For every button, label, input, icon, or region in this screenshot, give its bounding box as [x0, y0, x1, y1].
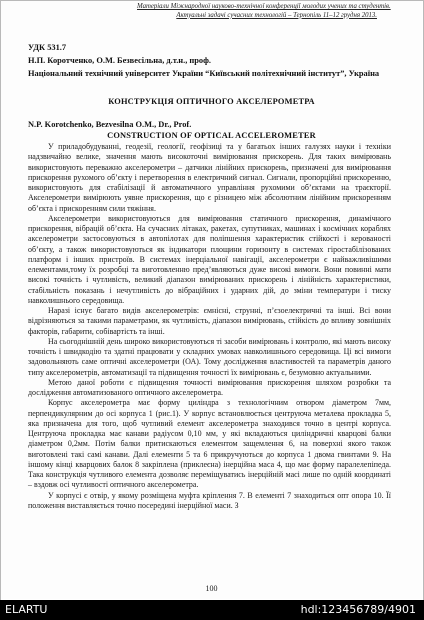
header-line-1: Матеріали Міжнародної науково-технічної конференції молодих учених та студентів. [137, 3, 391, 10]
institution-ua: Національний технічний університет України “Київський політехнічний інститут”, Україна [28, 69, 380, 78]
conference-header [137, 3, 391, 20]
udk-code: УДК 531.7 [28, 43, 67, 52]
authors-ua: Н.П. Коротченко, О.М. Безвесільна, д.т.н., проф. [28, 56, 211, 65]
article-body [28, 142, 391, 511]
handle-link[interactable]: hdl:123456789/4901 [300, 603, 416, 616]
page-number: 100 [205, 584, 218, 593]
paragraph-7: У корпусі є отвір, у якому розміщена муфта кріплення 7. В елементі 7 знаходиться опт опора 10. Її положення виставляється точно посередині інерційної маси. З [28, 490, 391, 510]
document-page [1, 1, 422, 599]
paragraph-6: Корпус акселерометра має форму циліндра з технологічним отвором діаметром 7мм, перпендикулярним до осі корпуса 1 (рис.1). У корпус встановлюється центруюча металева прокладка 5, яка призначена для того, щоб чутливий елемент акселерометра знаходився точно в центрі корпуса. Центруюча прокладка має канави радіусом 0,10 мм, у які вкладаються циліндричні кварцові балки діаметром 0,2мм. Потім балки притискаються елементом защемлення 6, на поверхні якого також виготовлені такі самі канави. Далі елементи 5 та 6 прикручуються до корпуса 1 двома гвинтами 9. На іншому кінці кварцових балок 8 закріплена (приклеєна) інерційна маса 4, що має форму паралелепіпеда. Така конструкція чутливого елемента дозволяє переміщуватись інерційній масі лише по одній координаті – вздовж осі чутливості оптичного акселерометра. [28, 398, 391, 490]
paragraph-4: На сьогоднішній день широко використовуються ті засоби вимірювань і контролю, які мають високу точність і швидкодію та здатні працювати у складних умовах навколишнього середовища. Ці всі вимоги задовольняють саме оптичні акселерометри (ОА). Тому дослідження властивостей та параметрів даного типу акселерометрів, автоматизації та підвищення точності їх вимірювань є, безумовно актуальними. [28, 336, 391, 377]
title-ua: КОНСТРУКЦІЯ ОПТИЧНОГО АКСЕЛЕРОМЕТРА [108, 97, 315, 106]
footer-bar [0, 600, 424, 620]
paragraph-1: У приладобудуванні, геодезії, геології, геофізиці та у багатьох інших галузях науки і техніки надзвичайно велике, значення мають високоточні вимірювання прискорень. Для таких вимірювань використовують переважно акселерометри – датчики лінійних прискорень, призначені для вимірювання прискорення рухомого об’єкту і перетворення в електричний сигнал. Сигнали, пропорційні прискоренню, використовують для стабілізації й автоматичного управління рухомими об’єктами на траєкторії. Акселерометри вимірюють уявне прискорення, що є різницею між абсолютним лінійним прискоренням об’єкта і прискоренням сили тяжіння. [28, 142, 391, 213]
title-en: CONSTRUCTION OF OPTICAL ACCELEROMETER [107, 131, 316, 140]
repository-label: ELARTU [5, 603, 48, 616]
authors-en: N.P. Korotchenko, Bezvesilna O.M., Dr., Prof. [28, 120, 192, 129]
paragraph-5: Метою даної роботи є підвищення точності вимірювання прискорення шляхом розробки та дослідження автоматизованого оптичного акселерометра. [28, 377, 391, 397]
header-line-2: Актуальні задачі сучасних технологій – Тернопіль 11–12 грудня 2013. [176, 11, 377, 19]
paragraph-2: Акселерометри використовуються для вимірювання статичного прискорення, динамічного прискорення, вібрацій об’єкта. На сучасних літаках, ракетах, супутниках, машинах і космічних кораблях акселерометри застосовуються в автопілотах для поліпшення характеристик стійкості і керованості об’єкту, а також використовуються як індикатори площини горизонту в системах гіростабілізованих платформ і інших пристроїв. В системах інерціальної навігації, акселерометри є найважливішими елементами,тому їх розробці та виготовленню пред’являються дуже високі вимоги. Вони повинні мати високі точність і чутливість, великий діапазон вимірюваних прискорень і лінійність характеристики, стабільність показань і нечутливість до вібраційних і ударних дій, до зміни температури і тиску навколишнього середовища. [28, 213, 391, 305]
paragraph-3: Наразі існує багато видів акселерометрів: ємнісні, струнні, п’єзоелектричні та інші. Всі вони відрізняються за такими параметрами, як чутливість, діапазон вимірювань, стійкість до впливу зовнішніх факторів, габарити, собівартість та інші. [28, 306, 391, 336]
